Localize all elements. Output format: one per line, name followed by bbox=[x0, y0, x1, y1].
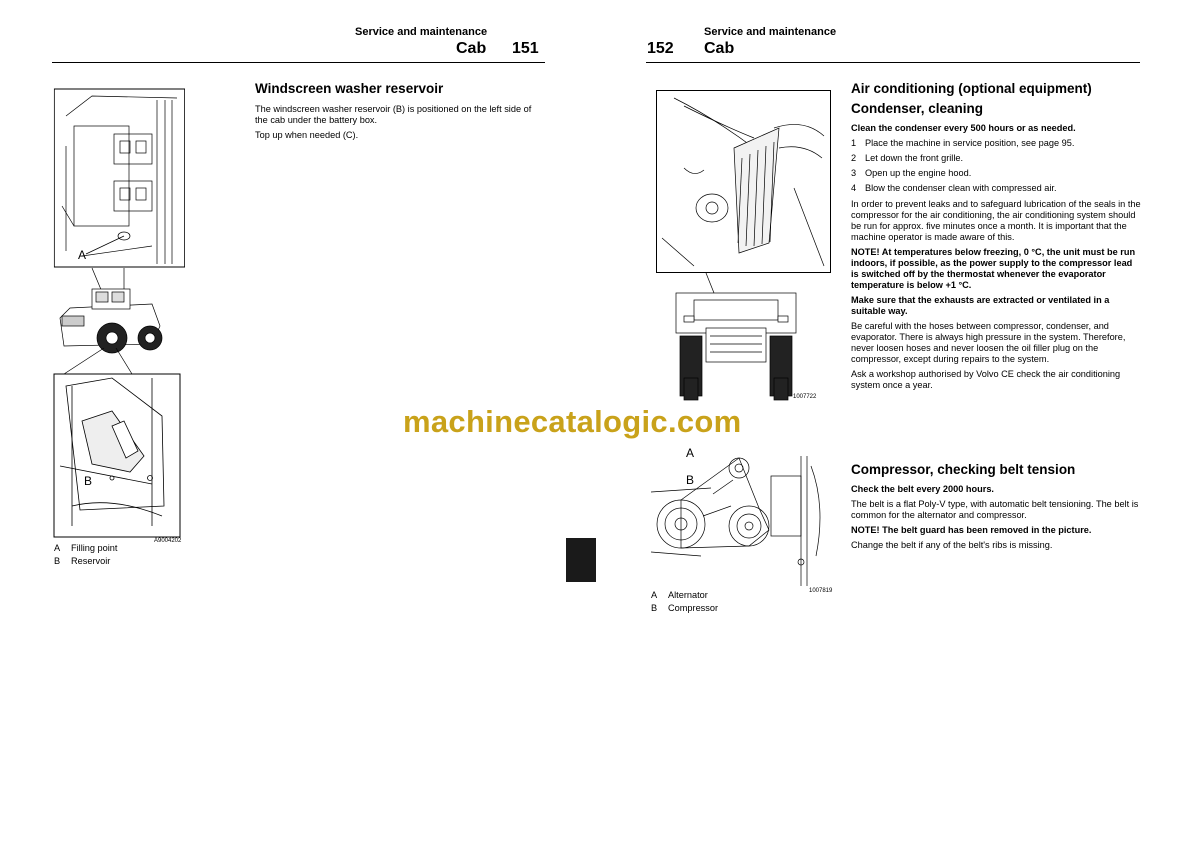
step-3-text: Open up the engine hood. bbox=[865, 168, 972, 178]
belt-figure-label-b: B bbox=[686, 473, 695, 487]
belt-caption-b bbox=[651, 602, 821, 615]
condenser-interval: Clean the condenser every 500 hours or as needed. bbox=[851, 123, 1076, 133]
belt-figure-label-a: A bbox=[686, 446, 695, 460]
step-4-text: Blow the condenser clean with compressed air. bbox=[865, 183, 1057, 193]
step-2 bbox=[851, 153, 1141, 164]
condenser-title: Condenser, cleaning bbox=[851, 101, 984, 116]
ac-title: Air conditioning (optional equipment) bbox=[851, 81, 1092, 96]
step-3 bbox=[851, 168, 1141, 179]
step-2-number: 2 bbox=[851, 153, 857, 163]
right-header-rule bbox=[646, 62, 1140, 63]
thumb-tab-marker bbox=[566, 538, 596, 582]
left-page-number: 151 bbox=[512, 40, 539, 57]
caption-a-text: Filling point bbox=[71, 543, 118, 553]
windscreen-washer-title: Windscreen washer reservoir bbox=[255, 81, 444, 96]
left-header-rule bbox=[52, 62, 545, 63]
washer-para-2: Top up when needed (C). bbox=[255, 130, 359, 140]
step-3-number: 3 bbox=[851, 168, 857, 178]
freezing-note: NOTE! At temperatures below freezing, 0 °C, the unit must be run indoors, if possible, as the power supply to the compressor lead is switched off by the thermostat whenever the evaporator temperature is below +1 °C. bbox=[851, 247, 1136, 290]
left-figure-label-b: B bbox=[84, 474, 93, 488]
compressor-note: NOTE! The belt guard has been removed in the picture. bbox=[851, 525, 1092, 535]
left-figure-id: A9004202 bbox=[154, 538, 182, 544]
right-section-header: Service and maintenance bbox=[704, 26, 837, 38]
compressor-title: Compressor, checking belt tension bbox=[851, 462, 1076, 477]
watermark: machinecatalogic.com bbox=[403, 404, 742, 439]
hoses-para: Be careful with the hoses between compressor, condenser, and evaporator. There is always high pressure in the system. Therefore, never loosen hoses and never loosen the oil filler plug on the compressor, except during repairs to the system. bbox=[851, 321, 1126, 364]
compressor-para: The belt is a flat Poly-V type, with automatic belt tensioning. The belt is common for the alternator and compressor. bbox=[851, 499, 1139, 520]
condenser-figure bbox=[654, 88, 834, 404]
belt-caption-a bbox=[651, 589, 821, 602]
caption-b-text: Reservoir bbox=[71, 556, 111, 566]
windscreen-washer-body bbox=[255, 104, 545, 145]
belt-caption-b-text: Compressor bbox=[668, 603, 719, 613]
step-4-number: 4 bbox=[851, 183, 857, 193]
caption-a-key: A bbox=[54, 543, 61, 553]
caption-b-key: B bbox=[54, 556, 61, 566]
belt-figure-captions bbox=[651, 589, 821, 615]
step-4 bbox=[851, 183, 1141, 194]
belt-figure-id: 1007819 bbox=[809, 588, 833, 594]
condenser-figure-id: 1007722 bbox=[793, 394, 817, 400]
caption-b bbox=[54, 555, 214, 568]
left-chapter-title: Cab bbox=[456, 40, 487, 57]
washer-para-1: The windscreen washer reservoir (B) is positioned on the left side of the cab under the battery box. bbox=[255, 104, 532, 125]
workshop-para: Ask a workshop authorised by Volvo CE check the air conditioning system once a year. bbox=[851, 369, 1121, 390]
caption-a bbox=[54, 542, 214, 555]
belt-caption-a-text: Alternator bbox=[668, 590, 708, 600]
compressor-interval: Check the belt every 2000 hours. bbox=[851, 484, 994, 494]
exhaust-warning: Make sure that the exhausts are extracted or ventilated in a suitable way. bbox=[851, 295, 1110, 316]
left-section-header: Service and maintenance bbox=[355, 26, 488, 38]
condenser-body bbox=[851, 123, 1141, 395]
step-1 bbox=[851, 138, 1141, 149]
belt-caption-a-key: A bbox=[651, 590, 658, 600]
belt-caption-b-key: B bbox=[651, 603, 658, 613]
windscreen-washer-figure bbox=[52, 86, 187, 546]
left-figure-label-a: A bbox=[78, 248, 87, 262]
step-2-text: Let down the front grille. bbox=[865, 153, 964, 163]
compressor-change: Change the belt if any of the belt's ribs is missing. bbox=[851, 540, 1053, 550]
compressor-body bbox=[851, 484, 1141, 555]
prevent-leaks-para: In order to prevent leaks and to safeguard lubrication of the seals in the compressor for the air conditioning, the air conditioning system should be run for approx. five minutes once a month. It is important that the machine operator is made aware of this. bbox=[851, 199, 1141, 242]
step-1-number: 1 bbox=[851, 138, 857, 148]
right-chapter-title: Cab bbox=[704, 40, 735, 57]
left-figure-captions bbox=[54, 542, 214, 568]
right-page-number: 152 bbox=[647, 40, 674, 57]
belt-figure bbox=[651, 446, 835, 592]
step-1-text: Place the machine in service position, see page 95. bbox=[865, 138, 1075, 148]
